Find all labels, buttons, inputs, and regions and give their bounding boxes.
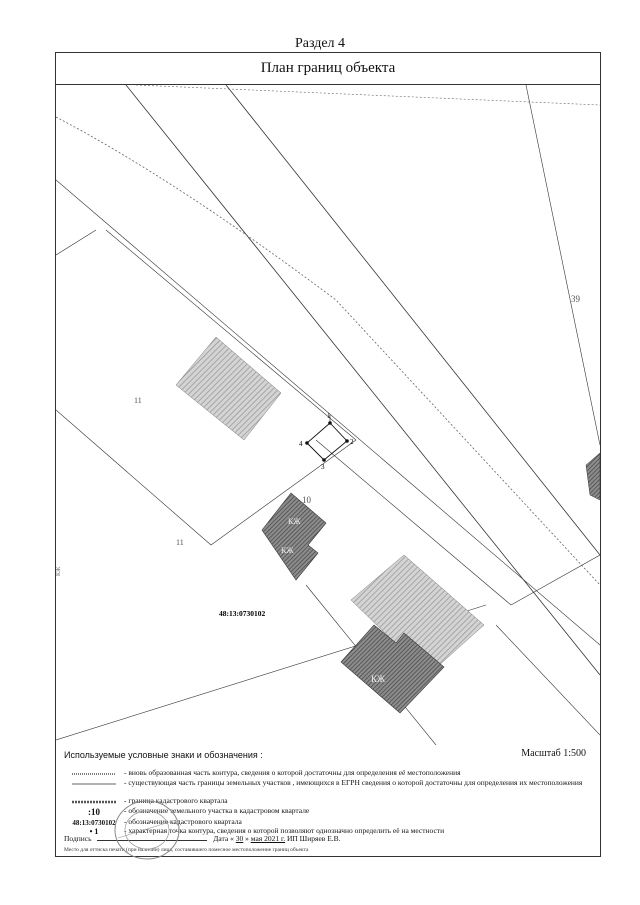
- road-edge-upper: [226, 85, 600, 555]
- scale-label: Масштаб 1:500: [521, 748, 586, 759]
- point-label-2: 2: [350, 438, 354, 446]
- map-area: [56, 85, 600, 745]
- legend-item-existing-boundary: - существующая часть границы земельных участков , имеющихся в ЕГРН сведения о которой достаточны для определения их местоположения: [64, 779, 594, 788]
- legend-item-parcel-number: :10 - обозначение земельного участка в кадастровом квартале: [64, 807, 594, 816]
- building-label-3: КЖ: [371, 674, 386, 684]
- stamp-seal: [112, 798, 182, 862]
- building-light-1: [176, 337, 281, 440]
- point-label-3: 3: [321, 463, 325, 471]
- legend-item-point: • 1 - характерная точка контура, сведения о которой позволяют однозначно определить её на местности: [64, 827, 594, 836]
- building-label-1: КЖ: [288, 517, 301, 526]
- parcel-label-39: 39: [571, 294, 580, 304]
- date-month-year: мая 2021 г.: [250, 834, 286, 843]
- legend-item-quarter-number: 48:13:0730102 - обозначение кадастрового квартала: [64, 818, 594, 827]
- legend: [56, 748, 600, 856]
- signature-label: Подпись: [64, 834, 92, 843]
- point-1: [328, 421, 332, 425]
- section-title: Раздел 4: [294, 36, 346, 51]
- point-label-4: 4: [299, 440, 303, 448]
- parcel-label-11-bottom: 11: [176, 538, 184, 547]
- building-edge: [586, 453, 600, 500]
- legend-title: Используемые условные знаки и обозначения :: [64, 750, 263, 760]
- edge-mark: КЖ: [56, 566, 62, 576]
- document-frame: [55, 52, 601, 857]
- legend-item-new-contour: - вновь образованная часть контура, сведения о которой достаточны для определения её местоположения: [64, 769, 594, 778]
- quarter-label: 48:13:0730102: [219, 609, 266, 618]
- parcel-number-symbol: :10: [88, 806, 100, 817]
- thin-line-icon: [64, 779, 124, 788]
- building-dark-1: [262, 493, 326, 580]
- point-2: [345, 439, 349, 443]
- point-label-1: 1: [327, 412, 331, 420]
- point-3: [322, 458, 326, 462]
- point-4: [305, 441, 309, 445]
- surveyor-name: ИП Ширяев Е.В.: [286, 834, 341, 843]
- dashed-line-icon: [64, 769, 124, 778]
- parcel-label-11-top: 11: [134, 396, 142, 405]
- object-contour: [307, 423, 347, 460]
- stamp-footnote: Место для оттиска печати (при наличии) лица, составившего помесное местоположение границ объекта: [64, 847, 309, 853]
- date-day: 30: [235, 834, 244, 843]
- date-label: Дата: [213, 834, 229, 843]
- plan-heading: План границ объекта: [56, 53, 600, 85]
- parcel-label-10: 10: [302, 495, 311, 505]
- building-label-2: КЖ: [281, 546, 294, 555]
- signature-line: Подпись Дата « 30 » мая 2021 г. ИП Ширяев Е.В.: [64, 834, 341, 843]
- quarter-number-symbol: 48:13:0730102: [72, 818, 116, 827]
- quarter-boundary: [56, 117, 600, 585]
- legend-item-quarter-boundary: - граница кадастрового квартала: [64, 797, 594, 806]
- point-symbol: • 1: [89, 827, 99, 836]
- cadastral-map: [56, 85, 600, 745]
